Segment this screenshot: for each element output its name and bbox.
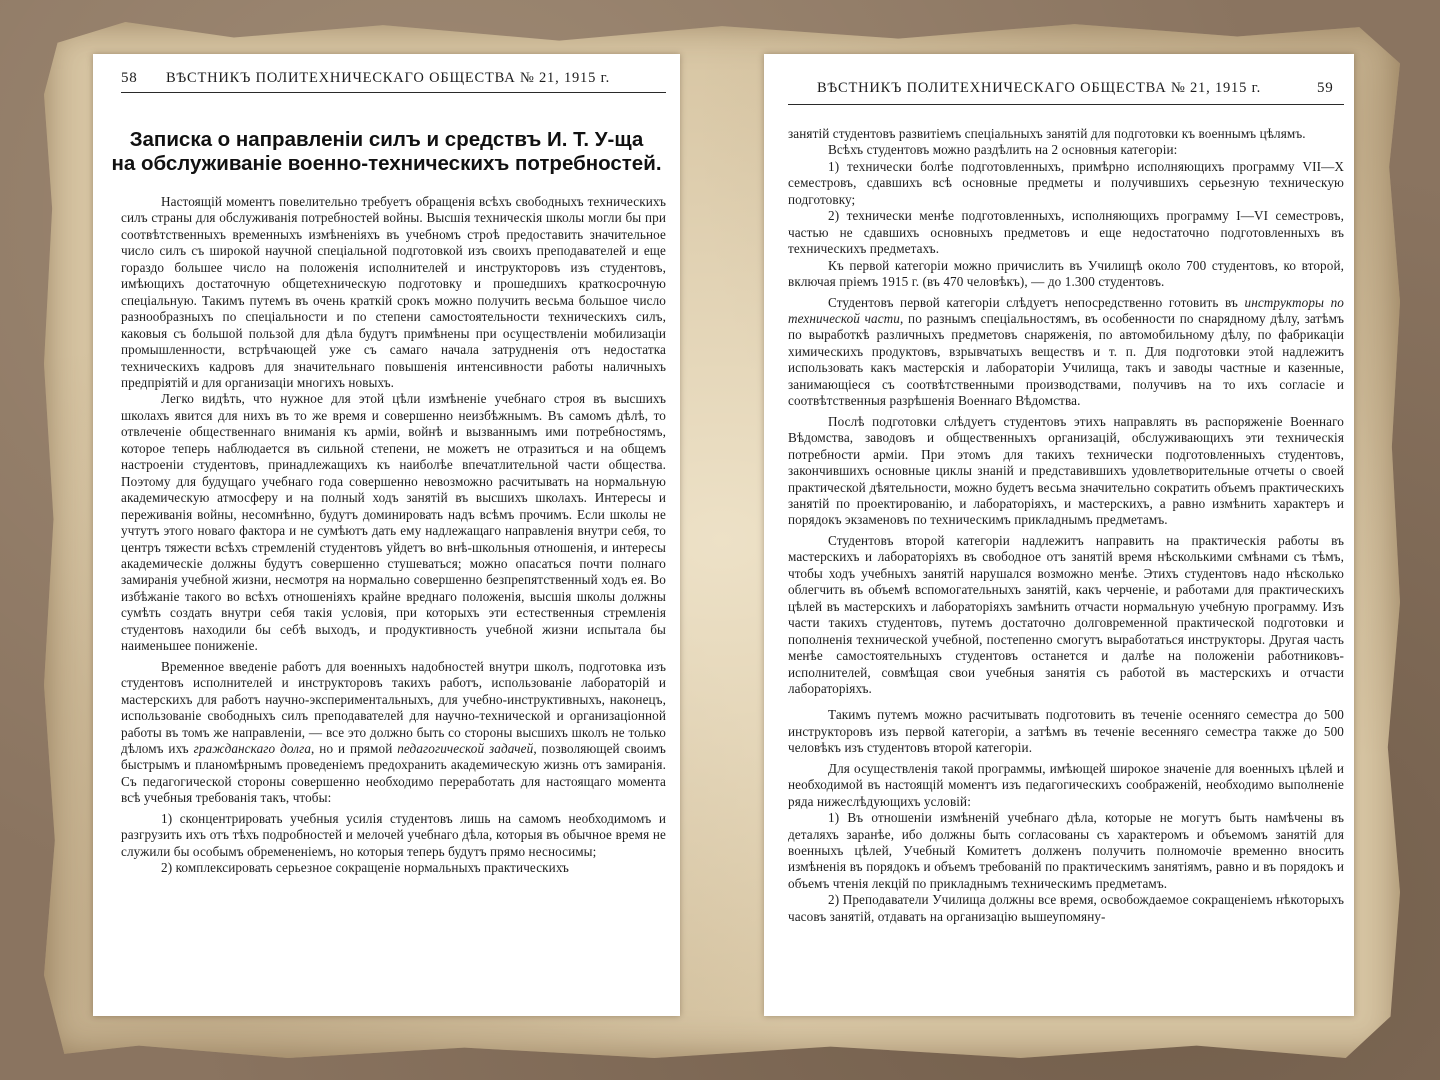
italic-phrase: педагогической задачей <box>397 740 534 756</box>
paragraph: Студентовъ второй категоріи надлежитъ направить на практическія работы въ мастерскихъ и лабораторіяхъ въ свободное отъ занятій время нѣсколькими смѣнами съ тѣмъ, чтобы ходъ учебныхъ занятій нарушался возможно менѣе. Этихъ студентовъ надо нѣсколько облегчить въ объемѣ вспомогательныхъ занятій, какъ черченіе, и работами для практическихъ цѣлей въ мастерскихъ и лабораторіяхъ замѣнить отчасти нормальную учебную программу. Изъ части такихъ студентовъ, путемъ достаточно долговременной практической подготовки и пополненія технической учебной, постепенно смогутъ выработаться инструкторы. Другая часть менѣе самостоятельныхъ студентовъ останется и далѣе на положеніи работниковъ-исполнителей, совмѣщая свои учебныя занятія съ работой въ мастерскихъ и отчасти лабораторіяхъ. <box>788 532 1344 696</box>
list-item: 2) технически менѣе подготовленныхъ, исполняющихъ программу I—VI семестровъ, частью не сдавшихъ основныхъ предметовъ и еще недостаточно подготовленныхъ въ техническихъ предметахъ. <box>788 208 1344 257</box>
article-body <box>121 194 666 1009</box>
list-item: 1) сконцентрировать учебныя усилія студентовъ лишь на самомъ необходимомъ и разгрузить ихъ отъ тѣхъ подробностей и мелочей учебнаго дѣла, которыя въ обычное время не служили бы особымъ обремененіемъ, но которыя теперь будутъ прямо несносимы; <box>121 810 666 859</box>
running-title: ВѢСТНИКЪ ПОЛИТЕХНИЧЕСКАГО ОБЩЕСТВА № 21, 1915 г. <box>166 70 611 86</box>
text-run: , по разнымъ спеціальностямъ, въ особенности по снарядному дѣлу, затѣмъ по выработкѣ различныхъ предметовъ снаряженія, по автомобильному дѣлу, по фабрикаціи химическихъ продуктовъ, взрывчатыхъ веществъ и т. п. Для подготовки этой надлежитъ использовать какъ мастерскія и лабораторіи Училища, такъ и заводы частные и казенные, занимающіеся съ соотвѣтственными производствами, получивъ на то ихъ согласіе и соотвѣтственныя разрѣшенія Военнаго Вѣдомства. <box>788 310 1344 409</box>
paragraph: Легко видѣть, что нужное для этой цѣли измѣненіе учебнаго строя въ высшихъ школахъ явится для нихъ въ то же время и совершенно неизбѣжнымъ. Въ самомъ дѣлѣ, то отвлеченіе общественнаго вниманія къ арміи, войнѣ и вызваннымъ ими потребностямъ, которое теперь наблюдается въ сильной степени, не можетъ не отразиться и на общемъ настроеніи студентовъ, принадлежащихъ къ наиболѣе впечатлительной части общества. Поэтому для будущаго учебнаго года совершенно невозможно расчитывать на нормальную академическую атмосферу и на полный ходъ занятій въ высшихъ школахъ. Интересы и переживанія войны, несомнѣнно, будутъ доминировать надъ всѣмъ прочимъ. Если школы не учтутъ этого новаго фактора и не сумѣютъ дать ему надлежащаго направленія внутри себя, то центръ тяжести всѣхъ стремленій студентовъ уйдетъ во внѣ-школьныя отношенія, и интересы академическіе должны будутъ совершенно стушеваться; можно опасаться почти полнаго замиранія учебной жизни, несмотря на нормально совершенно безпрепятственный ходъ ея. Во избѣжаніе такого во всѣхъ отношеніяхъ крайне вреднаго положенія, высшія школы должны сумѣть создать внутри себя такія условія, при которыхъ эти естественныя стремленія студентовъ находили бы себѣ выходъ, и продуктивность учебной жизни испытала бы наименьшее пониженіе. <box>121 391 666 654</box>
text-run: , но и прямой <box>311 740 393 756</box>
list-item: 1) технически болѣе подготовленныхъ, примѣрно исполняющихъ программу VII—X семестровъ, сдавшихъ всѣ основные предметы и получившихъ серьезную техническую подготовку; <box>788 158 1344 207</box>
header-rule <box>121 92 666 93</box>
right-page <box>764 54 1354 1016</box>
paragraph: Настоящій моментъ повелительно требуетъ обращенія всѣхъ свободныхъ техническихъ силъ страны для обслуживанія потребностей войны. Высшія техническія школы могли бы при соотвѣтственныхъ временныхъ измѣненіяхъ въ учебномъ строѣ предоставить значительное число силъ съ широкой научной спеціальной подготовкой изъ своихъ преподавателей и еще гораздо большее число на положенія исполнителей и инструкторовъ изъ студентовъ, имѣющихъ достаточную общетехническую подготовку и прошедшихъ краткосрочную спеціальную. Такимъ путемъ въ очень краткій срокъ можно получить весьма большое число разнообразныхъ по спеціальности и по степени самостоятельности техническихъ силъ, каковыя съ большой пользой для дѣла будутъ примѣнены при осуществленіи мобилизаціи промышленности, встрѣчающей уже съ самаго начала затрудненія отъ недостатка техническихъ кадровъ для значительнаго повышенія интенсивности работы наличныхъ предпріятій и для организаціи многихъ новыхъ. <box>121 194 666 390</box>
page-number: 58 <box>121 70 138 86</box>
list-item: 2) Преподаватели Училища должны все время, освобождаемое сокращеніемъ нѣкоторыхъ часовъ занятій, отдавать на организацію вышеупомяну- <box>788 892 1344 924</box>
paragraph: занятій студентовъ развитіемъ спеціальныхъ занятій для подготовки къ военнымъ цѣлямъ. <box>788 126 1306 141</box>
paragraph: Всѣхъ студентовъ можно раздѣлить на 2 основныя категоріи: <box>828 142 1178 158</box>
article-body <box>788 126 1344 1010</box>
page-header <box>93 70 680 92</box>
left-page <box>93 54 680 1016</box>
page-header <box>764 80 1354 102</box>
running-title: ВѢСТНИКЪ ПОЛИТЕХНИЧЕСКАГО ОБЩЕСТВА № 21, 1915 г. <box>817 80 1262 96</box>
article-title <box>93 128 680 176</box>
header-rule <box>788 104 1344 105</box>
text-run: Студентовъ первой категоріи слѣдуетъ непосредственно готовить въ <box>828 294 1238 310</box>
list-item: 2) комплексировать серьезное сокращеніе нормальныхъ практическихъ <box>161 860 569 876</box>
italic-phrase: гражданскаго долга <box>193 740 312 756</box>
text-run: Временное введеніе работъ для военныхъ надобностей внутри школъ, подготовка изъ студентовъ исполнителей и инструкторовъ такихъ работъ, использованіе лабораторій и мастерскихъ для работъ научно-экспериментальныхъ, для учебно-инструктивныхъ, наконецъ, использованіе свободныхъ силъ преподавателей для научно-технической и организаціонной работы въ томъ же направленіи, — все это должно быть со стороны высшихъ школъ не только дѣломъ ихъ <box>121 658 666 756</box>
paragraph: Къ первой категоріи можно причислить въ Училищѣ около 700 студентовъ, ко второй, включая пріемъ 1915 г. (въ 470 человѣкъ), — до 1.300 студентовъ. <box>788 257 1344 290</box>
paragraph: Для осуществленія такой программы, имѣющей широкое значеніе для военныхъ цѣлей и необходимой въ настоящій моментъ изъ педагогическихъ соображеній, необходимо выполненіе ряда нижеслѣдующихъ условій: <box>788 760 1344 809</box>
text-run: , позволяющей своимъ быстрымъ и планомѣрнымъ проведеніемъ предохранить академическую жизнь отъ замиранія. Съ педагогической стороны совершенно необходимо переработать для настоящаго момента всѣ учебныя требованія такъ, чтобы: <box>121 740 666 806</box>
paragraph <box>121 659 666 807</box>
title-line: на обслуживаніе военно-техническихъ потребностей. <box>111 152 662 175</box>
list-item: 1) Въ отношеніи измѣненій учебнаго дѣла, которые не могутъ быть намѣчены въ деталяхъ заранѣе, ибо должны быть согласованы съ характеромъ и объемомъ занятій для военныхъ цѣлей, Учебный Комитетъ долженъ получить полномочіе временно вносить измѣненія въ порядокъ и объемъ требованій по практическимъ занятіямъ, равно и въ порядокъ и объемъ чтенія лекцій по прикладнымъ техническимъ предметамъ. <box>788 810 1344 891</box>
italic-phrase: инструкторы по технической части <box>788 294 1344 326</box>
title-line: Записка о направленіи силъ и средствъ И. Т. У-ща <box>129 128 644 151</box>
paragraph <box>788 295 1344 410</box>
paragraph: Послѣ подготовки слѣдуетъ студентовъ этихъ направлять въ распоряженіе Военнаго Вѣдомства, заводовъ и общественныхъ организацій, обслуживающихъ эти техническія потребности арміи. При этомъ для такихъ технически подготовленныхъ студентовъ, закончившихъ основные циклы знаній и представившихъ удовлетворительные отчеты о своей практической дѣятельности, можно будетъ весьма значительно сократить объемъ практическихъ занятій по проектированію, и лабораторіяхъ, и мастерскихъ, а равно измѣнить характеръ и порядокъ экзаменовъ по техническимъ прикладнымъ предметамъ. <box>788 413 1344 528</box>
page-number: 59 <box>1317 80 1334 96</box>
paragraph: Такимъ путемъ можно расчитывать подготовить въ теченіе осенняго семестра до 500 инструкторовъ изъ первой категоріи, а затѣмъ въ теченіе весенняго семестра также до 500 человѣкъ изъ студентовъ второй категоріи. <box>788 707 1344 756</box>
